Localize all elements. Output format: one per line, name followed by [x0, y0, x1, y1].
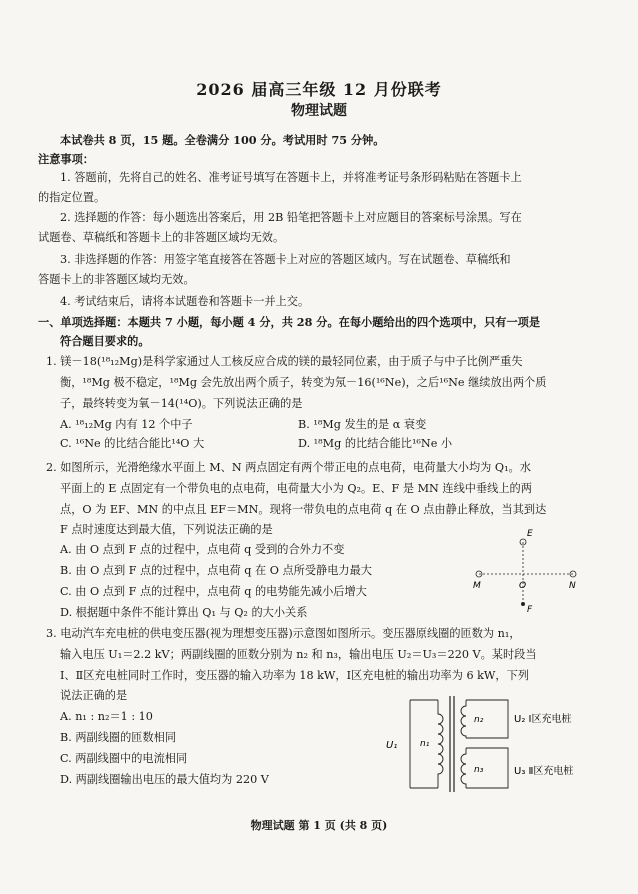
q3-option-c: C. 两副线圈中的电流相同 [60, 752, 188, 765]
q1-stem-a: 1. 镁－18(¹⁸₁₂Mg)是科学家通过人工核反应合成的镁的最轻同位素，由于质子与中子比例严重失 [46, 355, 523, 368]
q3-stem-b: 输入电压 U₁＝2.2 kV；两副线圈的匝数分别为 n₂ 和 n₃，输出电压 U₂＝U₃＝220 V。某时段当 [60, 648, 537, 661]
note-3a: 3. 非选择题的作答：用签字笔直接答在答题卡上对应的答题区域内。写在试题卷、草稿纸和 [60, 253, 511, 266]
notes-heading: 注意事项： [38, 152, 94, 166]
q3-option-d: D. 两副线圈输出电压的最大值均为 220 V [60, 773, 269, 786]
note-2a: 2. 选择题的作答：每小题选出答案后，用 2B 铅笔把答题卡上对应题目的答案标号涂黑。写在 [60, 211, 522, 224]
q3-option-b: B. 两副线圈的匝数相同 [60, 731, 177, 744]
exam-info: 本试卷共 8 页，15 题。全卷满分 100 分。考试用时 75 分钟。 [60, 133, 385, 147]
circuit-zone2 [466, 748, 508, 788]
q2-stem-d: F 点时速度达到最大值，下列说法正确的是 [60, 523, 273, 536]
q2-figure [465, 520, 585, 630]
label-u1: U₁ [386, 740, 398, 751]
note-1b: 的指定位置。 [38, 191, 106, 204]
label-zone1: U₂ Ⅰ区充电桩 [514, 714, 572, 725]
q2-stem-c: 点，O 为 EF、MN 的中点且 EF＝MN。现将一带负电的点电荷 q 在 O 点由静止释放，当其到达 [60, 503, 547, 516]
label-e: E [527, 529, 533, 539]
q3-option-a: A. n₁ : n₂＝1 : 10 [60, 710, 153, 723]
note-2b: 试题卷、草稿纸和答题卡上的非答题区域均无效。 [38, 231, 285, 244]
label-n1: n₁ [420, 739, 430, 749]
label-f: F [527, 605, 533, 615]
q1-stem-c: 子，最终转变为氧－14(¹⁴O)。下列说法正确的是 [60, 397, 303, 410]
q2-stem-b: 平面上的 E 点固定有一个带负电的点电荷，电荷量大小为 Q₂。E、F 是 MN 连线中垂线上的两 [60, 482, 532, 495]
q3-transformer-figure [380, 690, 610, 800]
section1-heading-a: 一、单项选择题：本题共 7 小题，每小题 4 分，共 28 分。在每小题给出的四个选项中，只有一项是 [38, 315, 541, 329]
q1-stem-b: 衡，¹⁸Mg 极不稳定，¹⁸Mg 会先放出两个质子，转变为氖－16(¹⁶Ne)，之后¹⁶Ne 继续放出两个质 [60, 376, 547, 389]
q3-stem-d: 说法正确的是 [60, 689, 128, 702]
page-footer: 物理试题 第 1 页 (共 8 页) [250, 819, 388, 832]
label-n2: n₂ [474, 715, 484, 725]
circuit-zone1 [466, 700, 508, 738]
primary-coil [438, 700, 443, 788]
secondary-coil-n2 [461, 700, 466, 738]
q3-stem-c: Ⅰ、Ⅱ区充电桩同时工作时，变压器的输入功率为 18 kW，Ⅰ区充电桩的输出功率为 6 kW，下列 [60, 669, 529, 682]
note-3b: 答题卡上的非答题区域均无效。 [38, 273, 195, 286]
q2-option-d: D. 根据题中条件不能计算出 Q₁ 与 Q₂ 的大小关系 [60, 606, 308, 619]
note-4: 4. 考试结束后，请将本试题卷和答题卡一并上交。 [60, 295, 310, 308]
q1-option-c: C. ¹⁶Ne 的比结合能比¹⁴O 大 [60, 437, 205, 450]
note-1a: 1. 答题前，先将自己的姓名、准考证号填写在答题卡上，并将准考证号条形码粘贴在答题卡上 [60, 171, 522, 184]
section1-heading-b: 符合题目要求的。 [60, 334, 150, 348]
q2-option-b: B. 由 O 点到 F 点的过程中，点电荷 q 在 O 点所受静电力最大 [60, 564, 372, 577]
q2-option-c: C. 由 O 点到 F 点的过程中，点电荷 q 的电势能先减小后增大 [60, 585, 367, 598]
q1-option-b: B. ¹⁸Mg 发生的是 α 衰变 [298, 418, 427, 431]
point-f [521, 602, 525, 606]
label-o: O [519, 581, 527, 591]
q2-option-a: A. 由 O 点到 F 点的过程中，点电荷 q 受到的合外力不变 [60, 543, 345, 556]
q2-stem-a: 2. 如图所示，光滑绝缘水平面上 M、N 两点固定有两个带正电的点电荷，电荷量大小均为 Q₁。水 [46, 461, 531, 474]
label-zone2: U₃ Ⅱ区充电桩 [514, 766, 574, 777]
q1-option-d: D. ¹⁸Mg 的比结合能比¹⁶Ne 小 [298, 437, 453, 450]
label-m: M [473, 581, 481, 591]
label-n: N [569, 581, 576, 591]
exam-subtitle: 物理试题 [291, 103, 347, 119]
q1-option-a: A. ¹⁸₁₂Mg 内有 12 个中子 [60, 418, 193, 431]
exam-title: 2026 届高三年级 12 月份联考 [196, 80, 442, 99]
label-n3: n₃ [474, 765, 484, 775]
q3-stem-a: 3. 电动汽车充电桩的供电变压器(视为理想变压器)示意图如图所示。变压器原线圈的匝数为 n₁， [46, 627, 521, 640]
secondary-coil-n3 [461, 748, 466, 788]
